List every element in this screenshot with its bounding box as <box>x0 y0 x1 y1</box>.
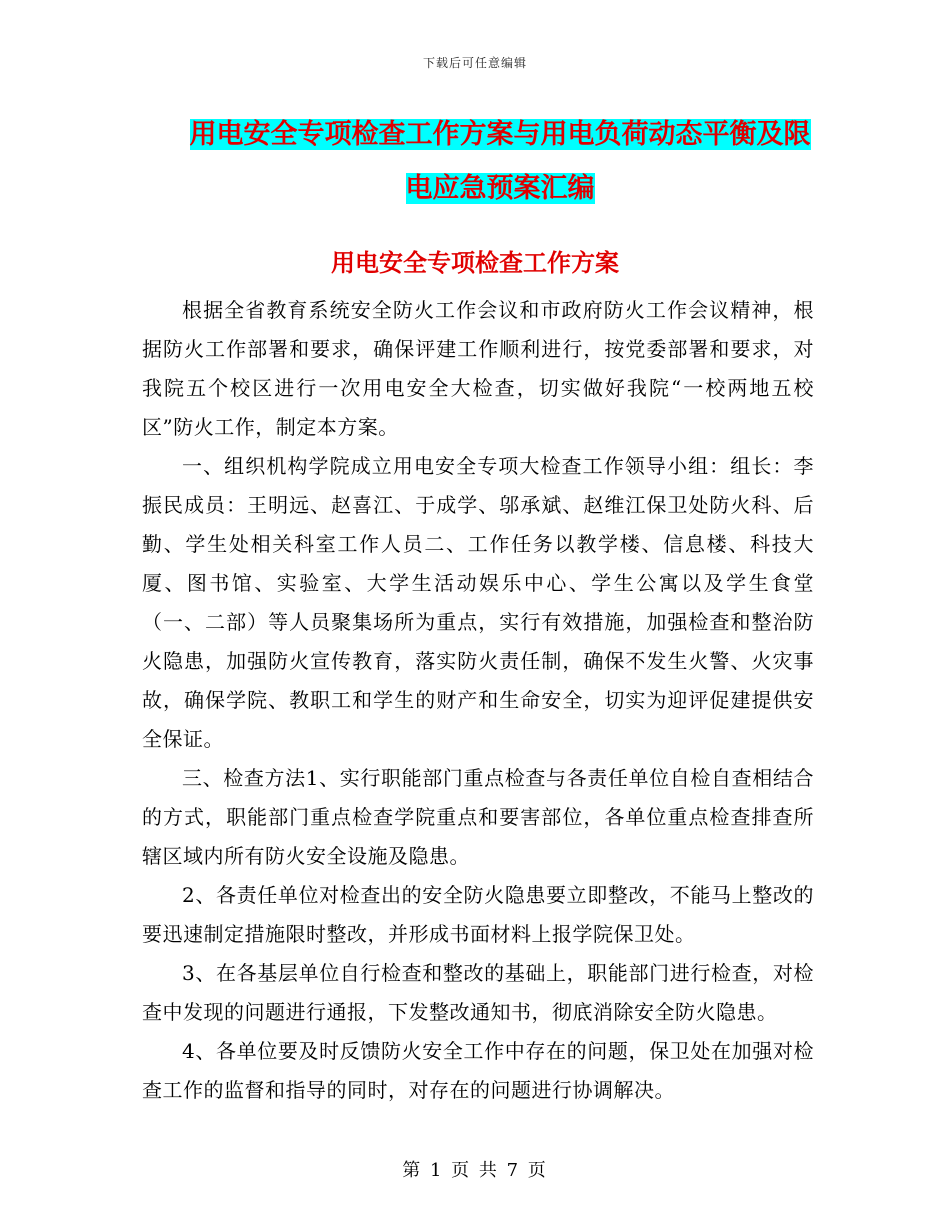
header-note: 下载后可任意编辑 <box>422 56 527 70</box>
document-title <box>130 108 870 216</box>
paragraph: 4、各单位要及时反馈防火安全工作中存在的问题，保卫处在加强对检查工作的监督和指导的同时，对存在的问题进行协调解决。 <box>142 1039 814 1102</box>
paragraph: 3、在各基层单位自行检查和整改的基础上，职能部门进行检查，对检查中发现的问题进行通报，下发整改通知书，彻底消除安全防火隐患。 <box>142 961 814 1024</box>
document-title-line-2: 电应急预案汇编 <box>405 173 595 204</box>
paragraph: 三、检查方法1、实行职能部门重点检查与各责任单位自检自查相结合的方式，职能部门重点检查学院重点和要害部位，各单位重点检查排查所辖区域内所有防火安全设施及隐患。 <box>142 766 814 868</box>
paragraph: 根据全省教育系统安全防火工作会议和市政府防火工作会议精神，根据防火工作部署和要求，确保评建工作顺利进行，按党委部署和要求，对我院五个校区进行一次用电安全大检查，切实做好我院“一校两地五校区”防火工作，制定本方案。 <box>142 298 814 439</box>
section-title: 用电安全专项检查工作方案 <box>331 249 619 277</box>
paragraph: 一、组织机构学院成立用电安全专项大检查工作领导小组：组长：李振民成员：王明远、赵喜江、于成学、邬承斌、赵维江保卫处防火科、后勤、学生处相关科室工作人员二、工作任务以教学楼、信息楼、科技大厦、图书馆、实验室、大学生活动娱乐中心、学生公寓以及学生食堂（一、二部）等人员聚集场所为重点，实行有效措施，加强检查和整治防火隐患，加强防火宣传教育，落实防火责任制，确保不发生火警、火灾事故，确保学院、教职工和学生的财产和生命安全，切实为迎评促建提供安全保证。 <box>142 454 814 751</box>
document-body <box>142 291 814 1110</box>
document-title-line-1: 用电安全专项检查工作方案与用电负荷动态平衡及限 <box>189 119 811 150</box>
page-number: 第 1 页 共 7 页 <box>402 1160 548 1181</box>
paragraph: 2、各责任单位对检查出的安全防火隐患要立即整改，不能马上整改的要迅速制定措施限时整改，并形成书面材料上报学院保卫处。 <box>142 883 814 946</box>
